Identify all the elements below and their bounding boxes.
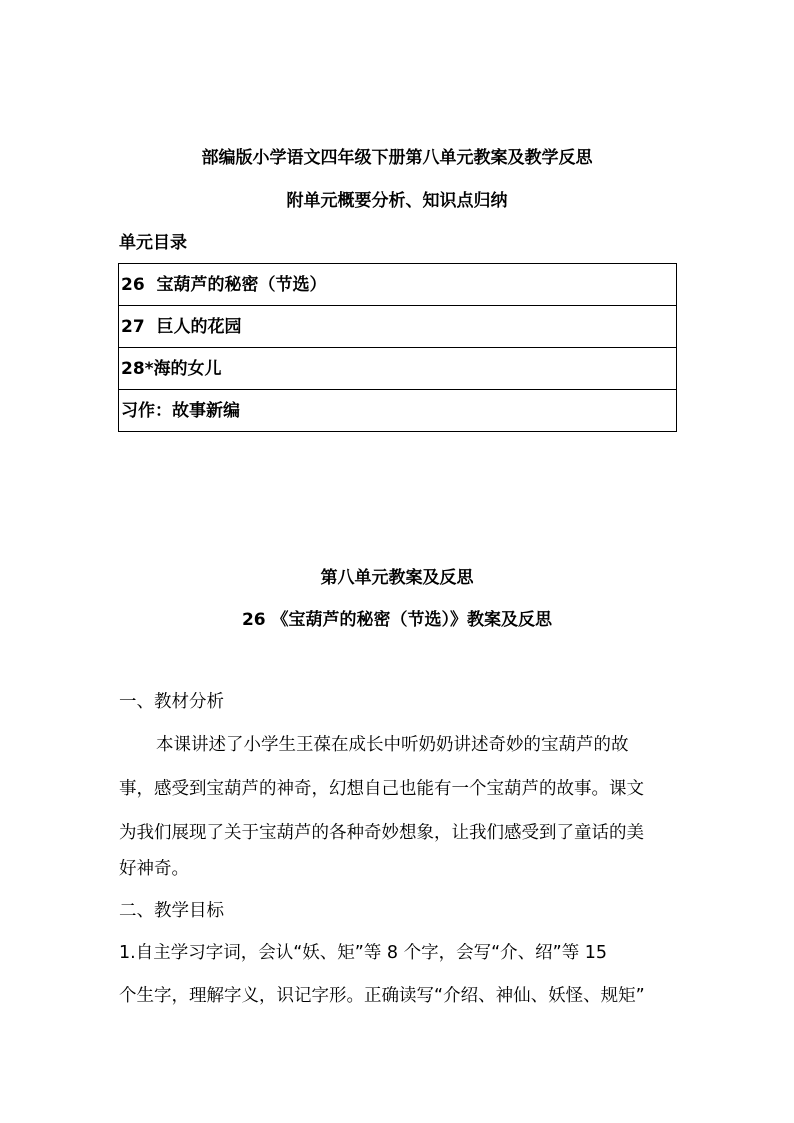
- document-title: 部编版小学语文四年级下册第八单元教案及教学反思: [201, 148, 593, 168]
- paragraph-line: 个生字，理解字义，识记字形。正确读写“介绍、神仙、妖怪、规矩”: [119, 986, 645, 1006]
- toc-item: 26 宝葫芦的秘密（节选）: [119, 264, 677, 306]
- toc-table: [118, 263, 677, 432]
- toc-heading: 单元目录: [119, 233, 187, 253]
- paragraph-line: 好神奇。: [119, 859, 189, 879]
- paragraph-line: 本课讲述了小学生王葆在成长中听奶奶讲述奇妙的宝葫芦的故: [156, 735, 629, 755]
- document-subtitle: 附单元概要分析、知识点归纳: [286, 191, 508, 211]
- table-row: [119, 306, 677, 348]
- toc-item: 习作：故事新编: [119, 390, 677, 432]
- toc-item: 27 巨人的花园: [119, 306, 677, 348]
- lesson-title: 26 《宝葫芦的秘密（节选）》教案及反思: [241, 610, 553, 630]
- table-row: [119, 390, 677, 432]
- paragraph-line: 事，感受到宝葫芦的神奇，幻想自己也能有一个宝葫芦的故事。课文: [119, 779, 644, 799]
- paragraph-line: 1.自主学习字词，会认“妖、矩”等 8 个字，会写“介、绍”等 15: [119, 943, 608, 963]
- paragraph-line: 为我们展现了关于宝葫芦的各种奇妙想象，让我们感受到了童话的美: [119, 823, 644, 843]
- table-row: [119, 348, 677, 390]
- analysis-heading: 一、教材分析: [119, 692, 224, 712]
- section-title: 第八单元教案及反思: [320, 568, 474, 588]
- goals-heading: 二、教学目标: [119, 901, 224, 921]
- toc-item: 28*海的女儿: [119, 348, 677, 390]
- table-row: [119, 264, 677, 306]
